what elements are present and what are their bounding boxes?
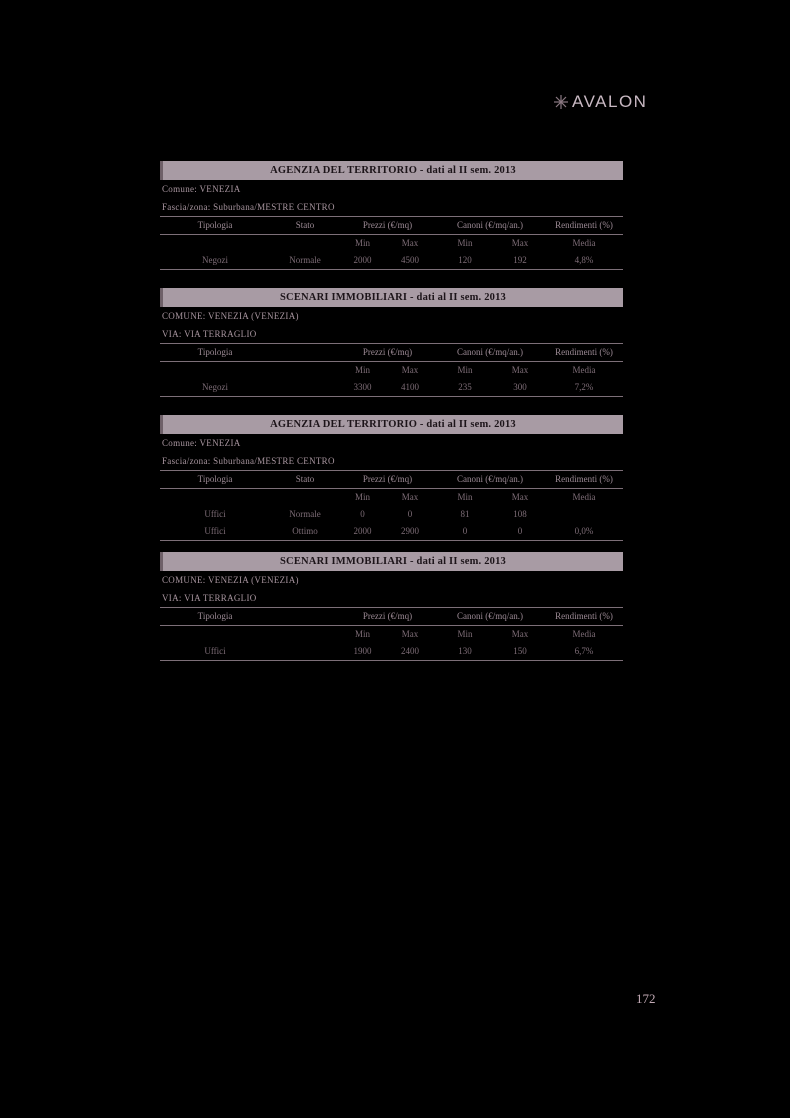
col-tipologia: Tipologia xyxy=(197,474,233,484)
cell-prezzo-max: 4100 xyxy=(401,382,419,392)
fascia-label: Fascia/zona: Suburbana/MESTRE CENTRO xyxy=(162,456,335,466)
divider xyxy=(160,540,623,541)
col-tipologia: Tipologia xyxy=(197,220,233,230)
cell-tipologia: Uffici xyxy=(204,526,226,536)
sub-min: Min xyxy=(354,365,370,375)
col-canoni: Canoni (€/mq/an.) xyxy=(457,611,523,621)
sub-min: Min xyxy=(457,629,473,639)
cell-canone-min: 120 xyxy=(458,255,472,265)
subheader-row xyxy=(160,235,623,252)
col-stato: Stato xyxy=(295,220,315,230)
cell-prezzo-min: 3300 xyxy=(353,382,372,392)
header-row xyxy=(160,471,623,488)
cell-tipologia: Negozi xyxy=(202,255,228,265)
comune-label: COMUNE: VENEZIA (VENEZIA) xyxy=(162,575,299,585)
brand-logo xyxy=(553,92,647,112)
col-rendimenti: Rendimenti (%) xyxy=(555,220,613,230)
col-prezzi: Prezzi (€/mq) xyxy=(362,611,413,621)
sub-media: Media xyxy=(572,238,596,248)
cell-prezzo-max: 0 xyxy=(407,509,413,519)
subheader-row xyxy=(160,489,623,506)
table-title: AGENZIA DEL TERRITORIO - dati al II sem. 2013 xyxy=(160,161,623,180)
cell-canone-min: 130 xyxy=(458,646,472,656)
sub-media: Media xyxy=(572,629,596,639)
sub-media: Media xyxy=(572,492,596,502)
cell-rendimento: 6,7% xyxy=(574,646,594,656)
col-prezzi: Prezzi (€/mq) xyxy=(362,347,413,357)
sub-max: Max xyxy=(401,492,419,502)
table-agenzia-uffici xyxy=(160,415,623,541)
cell-prezzo-min: 1900 xyxy=(353,646,372,656)
subheader-row xyxy=(160,626,623,643)
cell-rendimento: 7,2% xyxy=(574,382,594,392)
col-tipologia: Tipologia xyxy=(197,347,233,357)
table-scenari-negozi xyxy=(160,288,623,397)
fascia-label: Fascia/zona: Suburbana/MESTRE CENTRO xyxy=(162,202,335,212)
sub-min: Min xyxy=(354,492,370,502)
col-tipologia: Tipologia xyxy=(197,611,233,621)
col-canoni: Canoni (€/mq/an.) xyxy=(457,347,523,357)
header-row xyxy=(160,608,623,625)
col-prezzi: Prezzi (€/mq) xyxy=(362,474,413,484)
sub-max: Max xyxy=(401,629,419,639)
col-canoni: Canoni (€/mq/an.) xyxy=(457,474,523,484)
sub-max: Max xyxy=(401,238,419,248)
col-rendimenti: Rendimenti (%) xyxy=(555,474,613,484)
table-title: SCENARI IMMOBILIARI - dati al II sem. 2013 xyxy=(160,552,623,571)
cell-prezzo-min: 0 xyxy=(360,509,365,519)
cell-canone-max: 108 xyxy=(513,509,527,519)
table-scenari-uffici xyxy=(160,552,623,661)
sub-max: Max xyxy=(511,365,529,375)
cell-tipologia: Uffici xyxy=(204,509,226,519)
cell-canone-max: 300 xyxy=(513,382,527,392)
sub-max: Max xyxy=(511,238,529,248)
col-canoni: Canoni (€/mq/an.) xyxy=(457,220,523,230)
divider xyxy=(160,660,623,661)
sub-min: Min xyxy=(457,492,473,502)
cell-rendimento: 4,8% xyxy=(574,255,594,265)
table-row xyxy=(160,252,623,269)
col-rendimenti: Rendimenti (%) xyxy=(555,347,613,357)
cell-stato: Normale xyxy=(289,255,321,265)
cell-canone-max: 150 xyxy=(513,646,527,656)
cell-canone-min: 81 xyxy=(460,509,470,519)
cell-tipologia: Negozi xyxy=(202,382,228,392)
sub-max: Max xyxy=(511,629,529,639)
table-title: SCENARI IMMOBILIARI - dati al II sem. 2013 xyxy=(160,288,623,307)
cell-prezzo-min: 2000 xyxy=(353,255,372,265)
sub-min: Min xyxy=(457,238,473,248)
cell-prezzo-max: 4500 xyxy=(401,255,419,265)
cell-stato: Normale xyxy=(289,509,321,519)
cell-canone-max: 192 xyxy=(513,255,527,265)
divider xyxy=(160,396,623,397)
brand-name: AVALON xyxy=(572,92,648,111)
col-prezzi: Prezzi (€/mq) xyxy=(362,220,413,230)
sub-min: Min xyxy=(457,365,473,375)
cell-prezzo-max: 2900 xyxy=(401,526,419,536)
cell-stato: Ottimo xyxy=(292,526,318,536)
cell-canone-min: 235 xyxy=(458,382,472,392)
divider xyxy=(160,269,623,270)
sub-max: Max xyxy=(401,365,419,375)
col-rendimenti: Rendimenti (%) xyxy=(555,611,613,621)
sub-min: Min xyxy=(354,238,370,248)
star-logo-icon xyxy=(553,94,569,110)
header-row xyxy=(160,217,623,234)
table-row xyxy=(160,643,623,660)
cell-rendimento xyxy=(545,506,623,523)
cell-prezzo-max: 2400 xyxy=(401,646,419,656)
subheader-row xyxy=(160,362,623,379)
col-stato: Stato xyxy=(295,474,315,484)
sub-media: Media xyxy=(572,365,596,375)
page-number: 172 xyxy=(636,991,656,1006)
cell-rendimento: 0,0% xyxy=(574,526,594,536)
cell-prezzo-min: 2000 xyxy=(353,526,372,536)
table-agenzia-negozi xyxy=(160,161,623,270)
comune-label: COMUNE: VENEZIA (VENEZIA) xyxy=(162,311,299,321)
sub-max: Max xyxy=(511,492,529,502)
via-label: VIA: VIA TERRAGLIO xyxy=(162,593,257,603)
via-label: VIA: VIA TERRAGLIO xyxy=(162,329,257,339)
cell-canone-min: 0 xyxy=(462,526,468,536)
table-row xyxy=(160,523,623,540)
table-row xyxy=(160,506,623,523)
table-title: AGENZIA DEL TERRITORIO - dati al II sem. 2013 xyxy=(160,415,623,434)
comune-label: Comune: VENEZIA xyxy=(162,184,241,194)
header-row xyxy=(160,344,623,361)
cell-canone-max: 0 xyxy=(517,526,523,536)
sub-min: Min xyxy=(354,629,370,639)
table-row xyxy=(160,379,623,396)
cell-tipologia: Uffici xyxy=(204,646,226,656)
comune-label: Comune: VENEZIA xyxy=(162,438,241,448)
